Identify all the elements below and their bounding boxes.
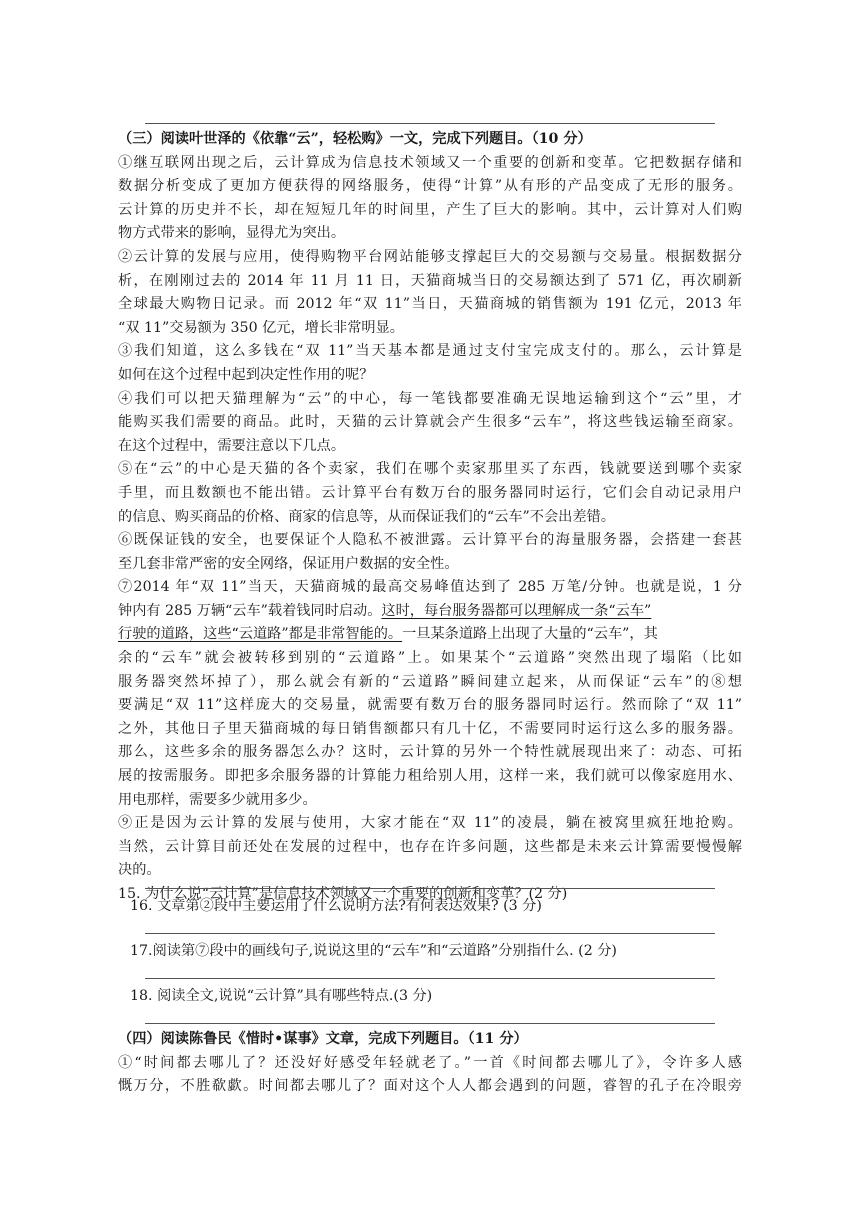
section4 [118,1028,742,1099]
text-line: 手里，而且数额也不能出错。云计算平台有数万台的服务器同时运行，它们会自动记录用户 [118,484,742,501]
text-line: 之外，其他日子里天猫商城的每日销售额都只有几十亿，不需要同时运行这么多的服务器。 [118,720,742,737]
answer-line-15[interactable] [145,888,715,889]
text-line: ③我们知道，这么多钱在“双 11”当天基本都是通过支付宝完成支付的。那么，云计算是 [118,343,742,360]
underlined-sentence: 行驶的道路，这些“云道路”都是非常智能的。 [118,626,403,643]
paragraph-1 [118,152,742,246]
section3-heading: （三）阅读叶世泽的《依靠“云”，轻松购》一文，完成下列题目。（10 分） [118,131,592,147]
text-line: ⑨正是因为云计算的发展与使用，大家才能在“双 11”的凌晨，躺在被窝里疯狂地抢购。 [118,815,742,832]
text-line: ①“时间都去哪儿了？还没好好感受年轻就老了。”一首《时间都去哪儿了》，令许多人感 [118,1054,742,1071]
text-line: ⑥既保证钱的安全，也要保证个人隐私不被泄露。云计算平台的海量服务器，会搭建一套甚 [118,532,742,549]
paragraph-2 [118,246,742,340]
text-line: 全球最大购物日记录。而 2012 年“双 11”当日，天猫商城的销售额为 191 亿元，2013 年 [118,296,742,313]
text-line: 服务器突然坏掉了），那么就会有新的“云道路”瞬间建立起来，从而保证“云车”的⑧想 [118,673,742,690]
text-line: 要满足“双 11”这样庞大的交易量，就需要有数万台的服务器同时运行。然而除了“双 11” [118,697,742,714]
text-line: 决的。 [118,862,161,879]
answer-line-18[interactable] [145,1023,715,1024]
question-17: 17.阅读第⑦段中的画线句子,说说这里的“云车”和“云道路”分别指什么. (2 分) [130,943,617,959]
text-line: 余的“云车”就会被转移到别的“云道路”上。如果某个“云道路”突然出现了塌陷（比如 [118,650,742,667]
document-page [118,110,742,907]
text-line: 物方式带来的影响，显得尤为突出。 [118,225,346,242]
text-line: 慨万分，不胜欷歔。时间都去哪儿了？面对这个人人都会遇到的问题，睿智的孔子在冷眼旁 [118,1078,742,1095]
answer-line-17[interactable] [145,978,715,979]
text-line: 那么，这些多余的服务器怎么办？这时，云计算的另外一个特性就展现出来了：动态、可拓 [118,744,742,761]
section4-heading: （四）阅读陈鲁民《惜时•谋事》文章，完成下列题目。（11 分） [118,1031,528,1047]
text-line: ⑤在“云”的中心是天猫的各个卖家，我们在哪个卖家那里买了东西，钱就要送到哪个卖家 [118,461,742,478]
text-line: 至几套非常严密的安全网络，保证用户数据的安全性。 [118,555,459,572]
text-line: “双 11”交易额为 350 亿元，增长非常明显。 [118,319,404,336]
text-line: 在这个过程中，需要注意以下几点。 [118,437,346,454]
text-line: 能购买我们需要的商品。此时，天猫的云计算就会产生很多“云车”，将这些钱运输至商家。 [118,414,742,431]
text-line: ④我们可以把天猫理解为“云”的中心，每一笔钱都要准确无误地运输到这个“云”里，才 [118,390,742,407]
text-line: 析，在刚刚过去的 2014 年 11 月 11 日，天猫商城当日的交易额达到了 571 亿，再次刷新 [118,272,742,289]
question-15: 15. 为什么说“云计算”是信息技术领域又一个重要的创新和变革？(2 分) [118,886,568,902]
answer-line-16[interactable] [145,933,715,934]
text-span: 一旦某条道路上出现了大量的“云车”，其 [402,626,658,643]
text-line: ⑦2014 年“双 11”当天，天猫商城的最高交易峰值达到了 285 万笔/分钟。也就是说，1 分 [118,579,742,596]
paragraph-4 [118,388,742,459]
text-line: 数据分析变成了更加方便获得的网络服务，使得“计算”从有形的产品变成了无形的服务。 [118,178,742,195]
question-18: 18. 阅读全文,说说“云计算”具有哪些特点.(3 分) [130,988,433,1004]
paragraph-9 [118,812,742,883]
text-line [118,623,742,647]
text-span: 钟内有 285 万辆“云车”载着钱同时启动。 [118,602,382,619]
paragraph-6 [118,529,742,576]
text-line: 用电那样，需要多少就用多少。 [118,791,317,808]
text-line: 当然，云计算目前还处在发展的过程中，也存在许多问题，这些都是未来云计算需要慢慢解 [118,838,742,855]
text-line: ②云计算的发展与应用，使得购物平台网站能够支撑起巨大的交易额与交易量。根据数据分 [118,248,742,265]
text-line: 的信息、购买商品的价格、商家的信息等，从而保证我们的“云车”不会出差错。 [118,508,615,525]
text-line [118,600,742,624]
question-16: 16. 文章第②段中主要运用了什么说明方法?有何表达效果? (3 分) [130,898,542,914]
paragraph-3 [118,340,742,387]
text-line: 展的按需服务。即把多余服务器的计算能力租给别人用，这样一来，我们就可以像家庭用水、 [118,768,742,785]
underlined-sentence: 这时，每台服务器都可以理解成一条“云车” [381,602,652,619]
text-line: 云计算的历史并不长，却在短短几年的时间里，产生了巨大的影响。其中，云计算对人们购 [118,201,742,218]
paragraph-5 [118,458,742,529]
paragraph-7 [118,576,742,812]
text-line: 如何在这个过程中起到决定性作用的呢？ [118,366,374,383]
text-line: ①继互联网出现之后，云计算成为信息技术领域又一个重要的创新和变革。它把数据存储和 [118,154,742,171]
